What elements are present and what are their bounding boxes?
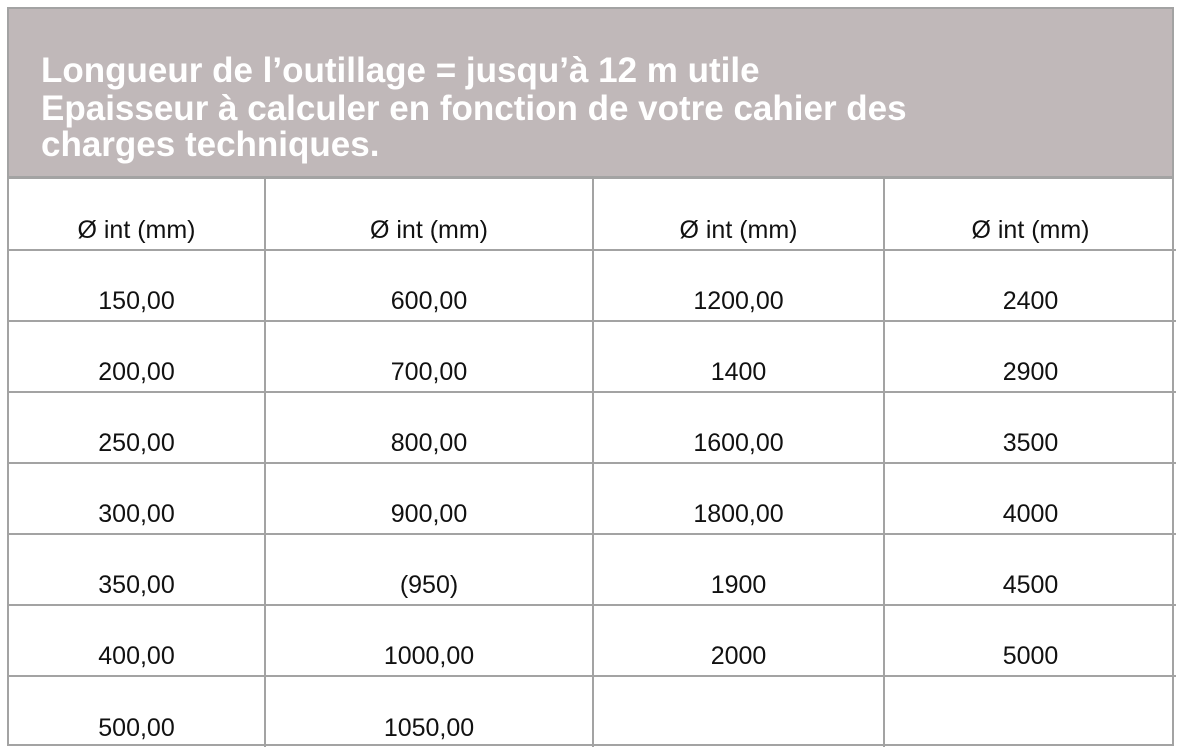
title-line-3: charges techniques. [41, 125, 380, 164]
table-cell: 500,00 [9, 676, 265, 747]
table-cell: 700,00 [265, 321, 593, 392]
table-cell: 400,00 [9, 605, 265, 676]
column-header: Ø int (mm) [9, 179, 265, 250]
column-header: Ø int (mm) [884, 179, 1176, 250]
table-cell: 4000 [884, 463, 1176, 534]
table-row [9, 392, 1176, 463]
spec-table-frame [7, 7, 1174, 746]
table-cell: 2400 [884, 250, 1176, 321]
table-cell: 1200,00 [593, 250, 884, 321]
table-cell: 1000,00 [265, 605, 593, 676]
column-header: Ø int (mm) [265, 179, 593, 250]
table-cell: 1400 [593, 321, 884, 392]
column-header: Ø int (mm) [593, 179, 884, 250]
table-row [9, 676, 1176, 747]
table-cell: 900,00 [265, 463, 593, 534]
table-cell: 1600,00 [593, 392, 884, 463]
table-cell: (950) [265, 534, 593, 605]
title-band [9, 9, 1172, 179]
table-cell: 150,00 [9, 250, 265, 321]
table-cell: 600,00 [265, 250, 593, 321]
table-cell: 350,00 [9, 534, 265, 605]
table-row [9, 534, 1176, 605]
title-line-2: Epaisseur à calculer en fonction de votre cahier des [41, 89, 907, 128]
table-row [9, 463, 1176, 534]
table-cell: 2000 [593, 605, 884, 676]
table-cell: 1050,00 [265, 676, 593, 747]
table-row [9, 605, 1176, 676]
table-cell: 2900 [884, 321, 1176, 392]
table-cell [593, 676, 884, 747]
table-cell: 300,00 [9, 463, 265, 534]
table-row [9, 321, 1176, 392]
table-cell: 250,00 [9, 392, 265, 463]
title-line-1: Longueur de l’outillage = jusqu’à 12 m utile [41, 51, 760, 90]
table-cell: 1900 [593, 534, 884, 605]
table-cell [884, 676, 1176, 747]
table-cell: 5000 [884, 605, 1176, 676]
table-cell: 800,00 [265, 392, 593, 463]
table-cell: 200,00 [9, 321, 265, 392]
diameter-table [9, 179, 1176, 747]
table-row [9, 250, 1176, 321]
table-header-row [9, 179, 1176, 250]
table-cell: 1800,00 [593, 463, 884, 534]
table-cell: 3500 [884, 392, 1176, 463]
table-cell: 4500 [884, 534, 1176, 605]
